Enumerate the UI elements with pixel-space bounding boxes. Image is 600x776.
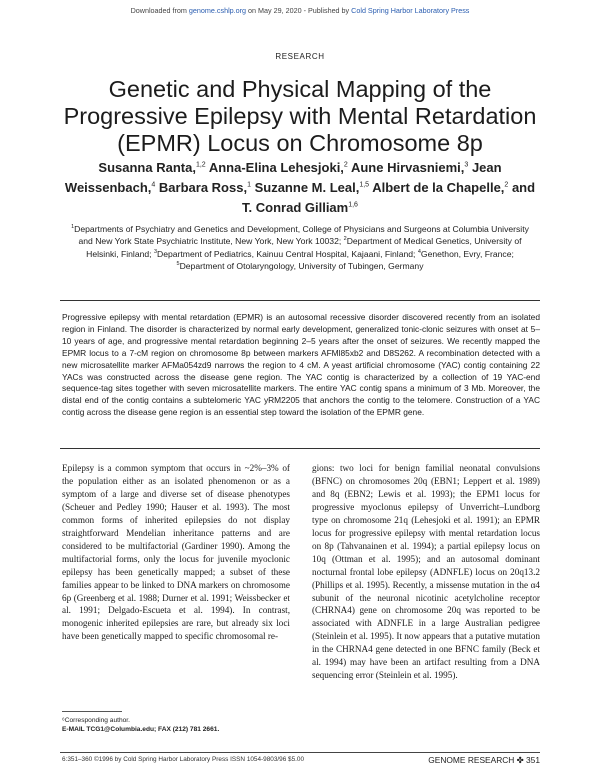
correspondence-label: ⁶Corresponding author. bbox=[62, 717, 130, 724]
article-title: Genetic and Physical Mapping of the Progressive Epilepsy with Mental Retardation (EPMR) Locus on Chromosome 8p bbox=[63, 76, 537, 156]
download-banner bbox=[0, 6, 600, 15]
author-name: Suzanne M. Leal, bbox=[254, 180, 360, 195]
author-name: Albert de la Chapelle, bbox=[372, 180, 505, 195]
affiliation-mark: 1 bbox=[71, 224, 75, 231]
author-affiliation-mark: 1,5 bbox=[359, 181, 370, 189]
affiliation-mark: 2 bbox=[343, 236, 347, 243]
footer-citation: 6:351–360 ©1996 by Cold Spring Harbor Laboratory Press ISSN 1054-9803/96 $5.00 bbox=[62, 756, 305, 763]
author-affiliation-mark: 4 bbox=[151, 181, 156, 189]
publisher-link[interactable]: Cold Spring Harbor Laboratory Press bbox=[351, 6, 470, 15]
author bbox=[159, 180, 251, 195]
author-name: Jean Weissenbach, bbox=[64, 160, 502, 195]
affiliation-text: Departments of Psychiatry and Genetics and Development, College of Physicians and Surgeons at Columbia University and New York State Psychiatric Institute, New York, New York 10032; bbox=[74, 224, 529, 247]
section-label: RESEARCH bbox=[275, 52, 325, 61]
download-prefix: Downloaded from bbox=[130, 6, 189, 15]
correspondence-note bbox=[62, 716, 290, 734]
affiliation-mark: 4 bbox=[417, 248, 421, 255]
download-middle: on May 29, 2020 - Published by bbox=[246, 6, 352, 15]
affiliation-mark: 3 bbox=[153, 248, 157, 255]
author-affiliation-mark: 2 bbox=[343, 161, 348, 169]
abstract-top-rule bbox=[60, 300, 540, 301]
author bbox=[351, 160, 468, 175]
affiliation-text: Department of Medical Genetics, University of Helsinki, Finland; bbox=[86, 236, 522, 259]
footnote-rule bbox=[62, 711, 122, 712]
author-name: Barbara Ross, bbox=[158, 180, 248, 195]
abstract: Progressive epilepsy with mental retardation (EPMR) is an autosomal recessive disorder discovered recently from an isolated region in Finland. The disorder is characterized by normal early development, generalized tonic-clonic seizures with onset at 5–10 years of age, and progressive mental retardation beginning 2–5 years after the onset of seizures. We recently mapped the EPMR locus to a 7-cM region on chromosome 8p between markers AFMl85xb2 and D8S262. A recombination detected with a new microsatellite marker AFMa054zd9 narrows the region to 4 cM. A yeast artificial chromosome (YAC) contig containing 22 YACs was constructed across the disease gene region. The YAC contig is characterized by a collection of 19 YAC-end sequence-tag sites together with seven microsatellite markers. The entire YAC contig spans a minimum of 3 Mb. Moreover, the distal end of the contig contains a subtelomeric YAC yRM2205 that anchors the contig to the telomere. Construction of a YAC contig across the disease gene region is an essential step toward the isolation of the EPMR gene. bbox=[62, 312, 540, 418]
author-affiliation-mark: 2 bbox=[504, 181, 509, 189]
author-affiliation-mark: 3 bbox=[464, 161, 469, 169]
body-column-right: gions: two loci for benign familial neonatal convulsions (BFNC) on chromosomes 20q (EBN1; Leppert et al. 1989) and 8q (EBN2; Lewis et al. 1993); the EPM1 locus for progressive myoclonus epilepsy of Unverricht–Lundborg type on chromosome 21q (Lehesjoki et al. 1991); an EPMR locus for progressive epilepsy with mental retardation locus on 8p (Tahvanainen et al. 1994); a partial epilepsy locus on 10q (Ottman et al. 1995); and an autosomal dominant nocturnal frontal lobe epilepsy (ADNFLE) locus on 20q13.2 (Phillips et al. 1995). Recently, a missense mutation in the α4 subunit of the neuronal nicotinic acetylcholine receptor (CHRNA4) gene on chromosome 20q was reported to be associated with ADNFLE in a large Australian pedigree (Steinlein et al. 1995). It now appears that a putative mutation in the CHRNA4 gene detected in one BFNC family (Beck et al. 1994) may have been an artifact resulting from a DNA sequencing error (Steinlein et al. 1995). bbox=[312, 463, 540, 681]
author-name: Anna-Elina Lehesjoki, bbox=[208, 160, 344, 175]
author bbox=[98, 160, 205, 175]
author bbox=[372, 180, 508, 195]
author bbox=[255, 180, 369, 195]
correspondence-contact: E-MAIL TCG1@Columbia.edu; FAX (212) 781 2661. bbox=[62, 726, 220, 733]
body-column-left: Epilepsy is a common symptom that occurs in ~2%–3% of the population either as an isolated phenomenon or as a symptom of a large and diverse set of disease phenotypes (Scheuer and Pedley 1990; Hauser et al. 1993). The most common forms of inherited epilepsies do not display straightforward Mendelian inheritance patterns and are considered to be multifactorial (Gardiner 1990). Among the multifactorial forms, only the locus for juvenile myoclonic epilepsy has been genetically mapped; a subset of these families appear to be linked to DNA markers on chromosome 6p (Greenberg et al. 1988; Durner et al. 1991; Weissbecker et al. 1991; Delgado-Escueta et al. 1994). In contrast, monogenic inherited epilepsies are rare, but already six loci have been genetically mapped to specific chromosomal re- bbox=[62, 463, 290, 642]
affiliation-text: Genethon, Evry, France; bbox=[420, 248, 514, 259]
site-link[interactable]: genome.cshlp.org bbox=[188, 6, 247, 15]
affiliation-text: Department of Pediatrics, Kainuu Central Hospital, Kajaani, Finland; bbox=[157, 248, 418, 259]
author-name: Aune Hirvasniemi, bbox=[350, 160, 465, 175]
author bbox=[209, 160, 348, 175]
author-list bbox=[60, 158, 540, 218]
author-affiliation-mark: 1,2 bbox=[195, 161, 206, 169]
author-affiliation-mark: 1,6 bbox=[348, 201, 358, 209]
affiliation-text: Department of Otolaryngology, University of Tubingen, Germany bbox=[179, 261, 424, 272]
affiliations bbox=[70, 223, 530, 273]
author-affiliation-mark: 1 bbox=[247, 181, 251, 189]
footer-journal-page: GENOME RESEARCH ✤ 351 bbox=[428, 755, 540, 765]
affiliation-mark: 5 bbox=[176, 261, 180, 268]
author-name: Susanna Ranta, bbox=[98, 160, 196, 175]
footer-rule bbox=[60, 752, 540, 753]
abstract-bottom-rule bbox=[60, 448, 540, 449]
author-name: and T. Conrad Gilliam bbox=[242, 180, 536, 215]
